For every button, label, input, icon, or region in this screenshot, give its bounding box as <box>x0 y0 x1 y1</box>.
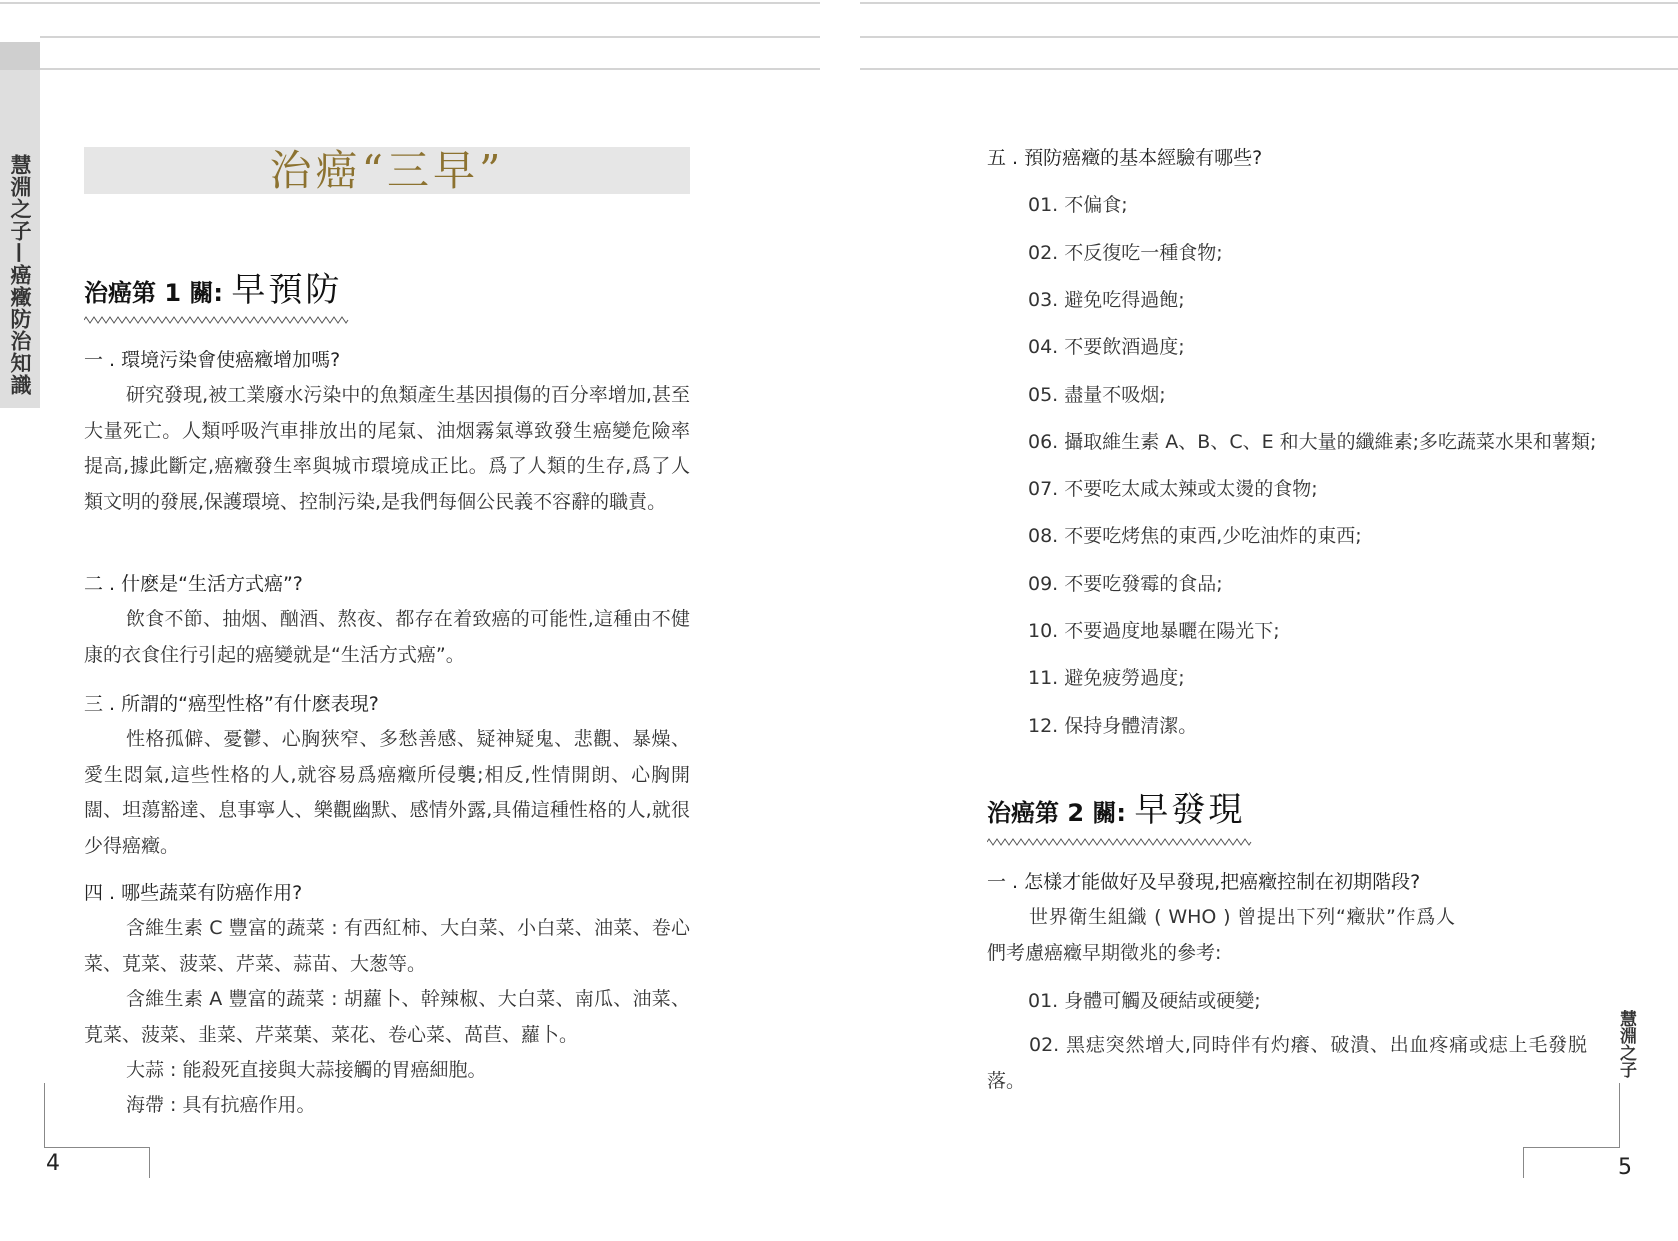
paragraph: 性格孤僻、憂鬱、心胸狹窄、多愁善感、疑神疑鬼、悲觀、暴燥、愛生悶氣,這些性格的人,就容易爲癌癥所侵襲;相反,性情開朗、心胸開闊、坦蕩豁達、息事寧人、樂觀幽默、感情外露,具備這種性格的人,就很少得癌癥。 <box>84 728 690 857</box>
corner-mark <box>1523 1083 1620 1148</box>
section-title: 早發現 <box>1134 790 1246 830</box>
list-item: 08. 不要吃烤焦的東西,少吃油炸的東西; <box>1028 525 1362 547</box>
list-item: 10. 不要過度地暴曬在陽光下; <box>1028 620 1280 642</box>
paragraph: 含維生素 A 豐富的蔬菜 : 胡蘿卜、幹辣椒、大白菜、南瓜、油菜、莧菜、菠菜、韭菜、芹菜葉、菜花、卷心菜、萵苣、蘿卜。 <box>84 988 690 1046</box>
paragraph: 飲食不節、抽烟、酗酒、熬夜、都存在着致癌的可能性,這種由不健康的衣食住行引起的癌變就是“生活方式癌”。 <box>84 608 690 666</box>
question-heading: 一 . 怎樣才能做好及早發現,把癌癥控制在初期階段? <box>987 871 1421 893</box>
question-heading: 一 . 環境污染會使癌癥增加嗎? <box>84 349 341 371</box>
section-prefix: 治癌第 1 關: <box>84 279 224 307</box>
section-heading <box>84 270 342 313</box>
paragraph: 研究發現,被工業廢水污染中的魚類產生基因損傷的百分率增加,甚至大量死亡。人類呼吸汽車排放出的尾氣、油烟霧氣導致發生癌變危險率提高,據此斷定,癌癥發生率與城市環境成正比。爲了人類的生存,爲了人類文明的發展,保護環境、控制污染,是我們每個公民義不容辭的職責。 <box>84 384 690 513</box>
header-rule <box>860 36 1678 38</box>
paragraph: 海帶 : 具有抗癌作用。 <box>126 1094 316 1116</box>
list-item: 05. 盡量不吸烟; <box>1028 384 1166 406</box>
page-number: 5 <box>1618 1155 1632 1180</box>
list-item: 04. 不要飲酒過度; <box>1028 336 1185 358</box>
list-item: 07. 不要吃太咸太辣或太燙的食物; <box>1028 478 1318 500</box>
top-rule <box>860 2 1678 4</box>
corner-mark <box>149 1147 150 1178</box>
list-item: 09. 不要吃發霉的食品; <box>1028 573 1223 595</box>
header-rule <box>40 36 820 38</box>
left-page <box>0 0 830 1241</box>
list-item: 01. 不偏食; <box>1028 194 1128 216</box>
list-item: 01. 身體可觸及硬結或硬變; <box>1028 990 1261 1012</box>
list-item: 03. 避免吃得過飽; <box>1028 289 1185 311</box>
list-item: 11. 避免疲勞過度; <box>1028 667 1185 689</box>
running-title-tab: 慧淵之子 <box>1616 1010 1636 1078</box>
zigzag-divider <box>987 838 1253 846</box>
question-heading: 五 . 預防癌癥的基本經驗有哪些? <box>987 147 1263 169</box>
section-prefix: 治癌第 2 關: <box>987 799 1127 827</box>
question-heading: 三 . 所謂的“癌型性格”有什麽表現? <box>84 693 379 715</box>
running-title-tab <box>0 70 40 408</box>
header-rule <box>40 68 820 70</box>
section-title: 早預防 <box>231 270 343 310</box>
paragraph: 大蒜 : 能殺死直接與大蒜接觸的胃癌細胞。 <box>126 1059 487 1081</box>
running-title: 慧淵之子—癌癥防治知識 <box>8 154 32 396</box>
section-heading <box>987 790 1245 833</box>
header-rule <box>860 68 1678 70</box>
chapter-title: 治癌“三早” <box>269 146 505 195</box>
paragraph: 含維生素 C 豐富的蔬菜 : 有西紅柿、大白菜、小白菜、油菜、卷心菜、莧菜、菠菜、芹菜、蒜苗、大葱等。 <box>84 917 690 975</box>
list-item: 06. 攝取維生素 A、B、C、E 和大量的纖維素;多吃蔬菜水果和薯類; <box>1028 431 1597 453</box>
zigzag-divider <box>84 316 350 324</box>
chapter-title-box <box>84 147 690 194</box>
corner-mark <box>44 1083 150 1148</box>
question-heading: 四 . 哪些蔬菜有防癌作用? <box>84 882 303 904</box>
list-item: 02. 不反復吃一種食物; <box>1028 242 1223 264</box>
question-heading: 二 . 什麽是“生活方式癌”? <box>84 573 303 595</box>
paragraph: 02. 黑痣突然增大,同時伴有灼癢、破潰、出血疼痛或痣上毛發脱落。 <box>987 1034 1587 1092</box>
right-page <box>860 0 1678 1241</box>
page-number: 4 <box>46 1151 60 1176</box>
list-item: 12. 保持身體清潔。 <box>1028 715 1198 737</box>
paragraph: 世界衛生組織 ( WHO ) 曾提出下列“癥狀”作爲人們考慮癌癥早期徵兆的參考: <box>987 906 1455 964</box>
top-rule <box>0 2 820 4</box>
corner-mark <box>1523 1147 1524 1178</box>
tab-block <box>0 42 40 70</box>
